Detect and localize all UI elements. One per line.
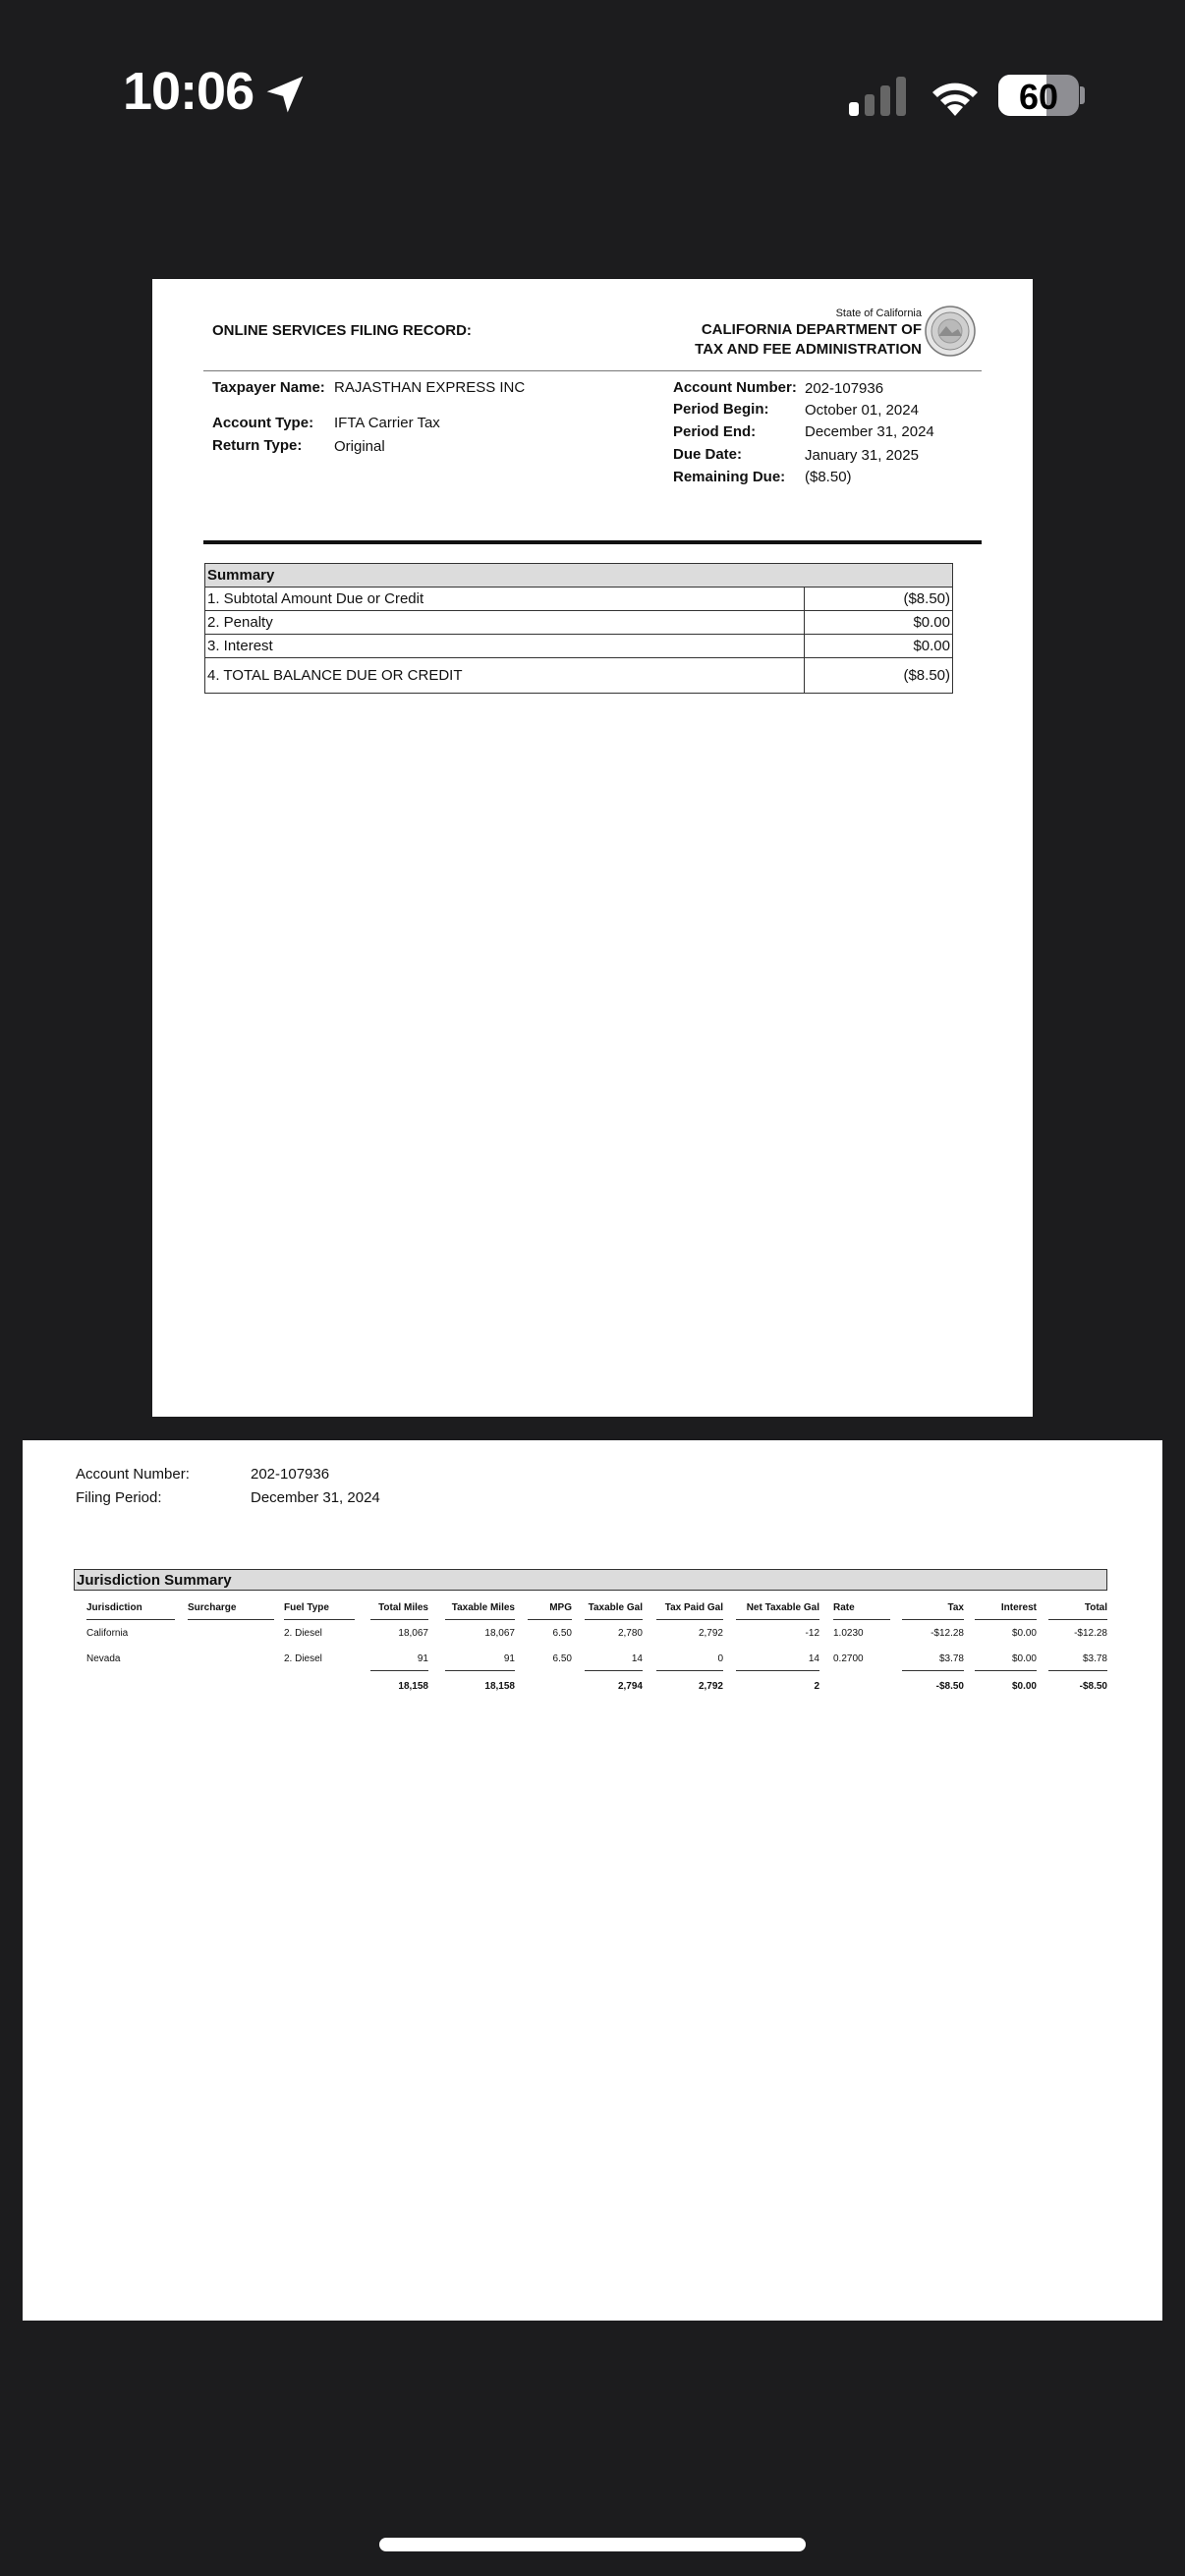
- column-header-underline: [736, 1619, 819, 1620]
- column-header-underline: [902, 1619, 964, 1620]
- column-header: Total: [1084, 1602, 1107, 1613]
- table-cell: Nevada: [86, 1653, 121, 1664]
- table-cell: 0: [717, 1653, 723, 1664]
- table-cell: 18,067: [398, 1628, 428, 1639]
- state-seal-icon: [925, 306, 976, 357]
- account-number-label: Account Number:: [673, 379, 797, 396]
- column-header: Tax Paid Gal: [664, 1602, 723, 1613]
- column-header: Interest: [1000, 1602, 1037, 1613]
- table-cell: 18,067: [484, 1628, 515, 1639]
- table-row: [205, 611, 953, 635]
- column-header-underline: [86, 1619, 175, 1620]
- wifi-icon: [928, 75, 983, 116]
- table-cell: 91: [503, 1653, 515, 1664]
- table-cell: $0.00: [1011, 1653, 1037, 1664]
- column-header-underline: [445, 1619, 515, 1620]
- totals-overline: [975, 1670, 1037, 1671]
- table-cell: 2. Diesel: [284, 1628, 322, 1639]
- filing-record-heading: ONLINE SERVICES FILING RECORD:: [212, 322, 472, 339]
- table-cell: 6.50: [552, 1653, 572, 1664]
- table-cell: -$12.28: [931, 1628, 964, 1639]
- dept-name-line2: TAX AND FEE ADMINISTRATION: [695, 341, 922, 358]
- totals-overline: [585, 1670, 643, 1671]
- cellular-signal-icon: [849, 77, 906, 116]
- status-time: 10:06: [123, 62, 254, 121]
- state-label: State of California: [835, 308, 922, 319]
- battery-icon: [998, 75, 1079, 116]
- totals-cell: 2,794: [617, 1681, 643, 1692]
- table-cell: 91: [417, 1653, 428, 1664]
- account-type-label: Account Type:: [212, 415, 314, 431]
- table-row: [205, 588, 953, 611]
- table-row: [205, 635, 953, 658]
- totals-cell: 18,158: [484, 1681, 515, 1692]
- filing-period-label: Filing Period:: [76, 1489, 162, 1506]
- account-number-label: Account Number:: [76, 1466, 190, 1483]
- totals-overline: [370, 1670, 428, 1671]
- column-header: Jurisdiction: [86, 1602, 142, 1613]
- table-cell: -$12.28: [1074, 1628, 1107, 1639]
- summary-row-label: 4. TOTAL BALANCE DUE OR CREDIT: [205, 658, 805, 694]
- summary-row-amount: $0.00: [805, 611, 953, 635]
- table-cell: -12: [805, 1628, 819, 1639]
- table-row: [205, 658, 953, 694]
- table-cell: $3.78: [938, 1653, 964, 1664]
- column-header: Tax: [947, 1602, 964, 1613]
- totals-cell: $0.00: [1011, 1681, 1037, 1692]
- summary-row-amount: ($8.50): [805, 588, 953, 611]
- table-cell: 1.0230: [833, 1628, 864, 1639]
- table-cell: 14: [631, 1653, 643, 1664]
- column-header-underline: [284, 1619, 355, 1620]
- battery-percent: 60: [1018, 77, 1059, 116]
- totals-overline: [902, 1670, 964, 1671]
- column-header: Surcharge: [188, 1602, 237, 1613]
- totals-cell: -$8.50: [935, 1681, 964, 1692]
- totals-overline: [736, 1670, 819, 1671]
- totals-overline: [656, 1670, 723, 1671]
- table-cell: 6.50: [552, 1628, 572, 1639]
- account-number-value: 202-107936: [251, 1466, 330, 1483]
- dept-name-line1: CALIFORNIA DEPARTMENT OF: [701, 321, 922, 338]
- account-number-value: 202-107936: [805, 380, 884, 397]
- section-divider: [203, 540, 982, 544]
- column-header-underline: [1048, 1619, 1107, 1620]
- column-header: Taxable Gal: [588, 1602, 643, 1613]
- column-header-underline: [656, 1619, 723, 1620]
- period-end-label: Period End:: [673, 423, 757, 440]
- summary-row-label: 1. Subtotal Amount Due or Credit: [205, 588, 805, 611]
- column-header-underline: [528, 1619, 572, 1620]
- table-cell: 2,780: [617, 1628, 643, 1639]
- column-header-underline: [188, 1619, 274, 1620]
- column-header-underline: [370, 1619, 428, 1620]
- document-page-2: [23, 1440, 1162, 2321]
- period-begin-label: Period Begin:: [673, 401, 769, 418]
- summary-table: [204, 563, 953, 694]
- jurisdiction-summary-title: Jurisdiction Summary: [74, 1569, 1107, 1591]
- table-cell: $0.00: [1011, 1628, 1037, 1639]
- remaining-due-value: ($8.50): [805, 469, 852, 485]
- location-arrow-icon: [263, 73, 307, 116]
- column-header-underline: [585, 1619, 643, 1620]
- taxpayer-name-value: RAJASTHAN EXPRESS INC: [334, 379, 526, 396]
- document-page-1: [152, 279, 1033, 1417]
- home-indicator[interactable]: [379, 2538, 806, 2551]
- table-cell: $3.78: [1082, 1653, 1107, 1664]
- filing-period-value: December 31, 2024: [251, 1489, 380, 1506]
- period-begin-value: October 01, 2024: [805, 402, 919, 419]
- column-header-underline: [833, 1619, 890, 1620]
- battery-tip: [1080, 86, 1085, 104]
- totals-cell: 2,792: [698, 1681, 723, 1692]
- table-cell: California: [86, 1628, 129, 1639]
- totals-overline: [445, 1670, 515, 1671]
- return-type-value: Original: [334, 438, 385, 455]
- account-type-value: IFTA Carrier Tax: [334, 415, 440, 431]
- column-header: Total Miles: [378, 1602, 428, 1613]
- column-header-underline: [975, 1619, 1037, 1620]
- table-cell: 14: [808, 1653, 819, 1664]
- remaining-due-label: Remaining Due:: [673, 469, 786, 485]
- summary-title: Summary: [205, 564, 953, 588]
- table-cell: 2,792: [698, 1628, 723, 1639]
- table-cell: 0.2700: [833, 1653, 864, 1664]
- period-end-value: December 31, 2024: [805, 423, 934, 440]
- summary-row-label: 2. Penalty: [205, 611, 805, 635]
- summary-row-label: 3. Interest: [205, 635, 805, 658]
- totals-overline: [1048, 1670, 1107, 1671]
- summary-row-amount: $0.00: [805, 635, 953, 658]
- column-header: Net Taxable Gal: [746, 1602, 819, 1613]
- summary-row-amount: ($8.50): [805, 658, 953, 694]
- column-header: Rate: [833, 1602, 855, 1613]
- column-header: MPG: [549, 1602, 572, 1613]
- totals-cell: 18,158: [398, 1681, 428, 1692]
- due-date-value: January 31, 2025: [805, 447, 919, 464]
- totals-cell: -$8.50: [1079, 1681, 1107, 1692]
- totals-cell: 2: [814, 1681, 819, 1692]
- return-type-label: Return Type:: [212, 437, 303, 454]
- table-cell: 2. Diesel: [284, 1653, 322, 1664]
- taxpayer-name-label: Taxpayer Name:: [212, 379, 325, 396]
- column-header: Taxable Miles: [451, 1602, 515, 1613]
- header-divider: [203, 370, 982, 371]
- due-date-label: Due Date:: [673, 446, 743, 463]
- column-header: Fuel Type: [284, 1602, 329, 1613]
